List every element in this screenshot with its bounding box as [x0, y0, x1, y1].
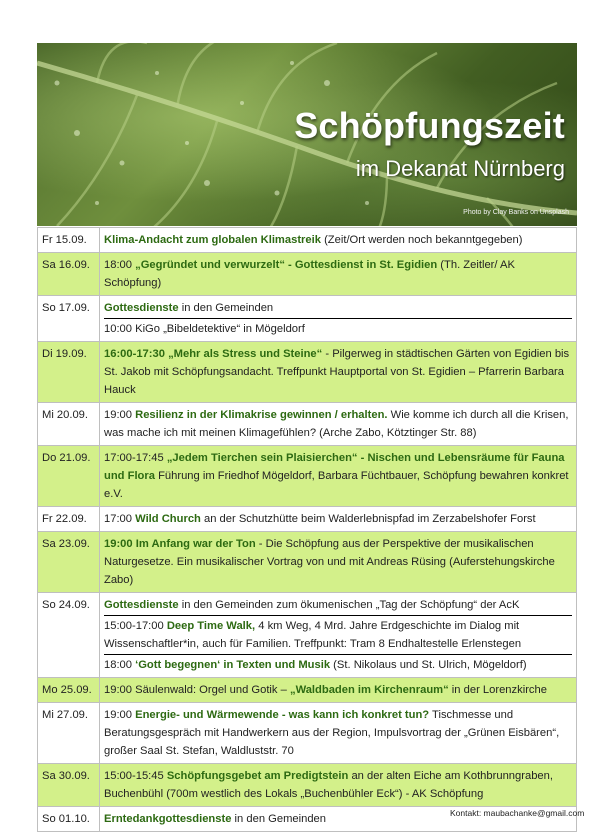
- event-highlight-text: Deep Time Walk,: [166, 620, 256, 632]
- event-date: Di 19.09.: [38, 342, 100, 403]
- event-text: in den Gemeinden zum ökumenischen „Tag der Schöpfung“ der AcK: [178, 599, 520, 611]
- event-text: Führung im Friedhof Mögeldorf, Barbara Füchtbauer, Schöpfung bewahren konkret e.V.: [104, 470, 569, 500]
- event-line: [104, 345, 572, 399]
- event-line: [104, 706, 572, 760]
- event-date: Fr 22.09.: [38, 507, 100, 532]
- event-text: 10:00 KiGo „Bibeldetektive“ in Mögeldorf: [104, 323, 305, 335]
- event-text: (St. Nikolaus und St. Ulrich, Mögeldorf): [330, 659, 527, 671]
- event-line: [104, 654, 572, 674]
- event-text: Wie komme ich durch all die Krisen, was mache ich mit meinen Klimagefühlen? (Arche Zabo, Kötztinger Str. 88): [104, 409, 569, 439]
- page-title: Schöpfungszeit: [294, 105, 565, 146]
- event-description: [100, 507, 577, 532]
- event-row: [38, 507, 577, 532]
- event-text: an der alten Eiche am Kothbrunngraben, Buchenbühl (700m westlich des Lokals „Buchenbühler Eck“) - AK Schöpfung: [104, 770, 553, 800]
- event-text: 18:00: [104, 259, 136, 271]
- event-date: So 01.10.: [38, 807, 100, 832]
- event-row: [38, 342, 577, 403]
- event-line: [104, 299, 572, 317]
- event-highlight-text: Schöpfungsgebet am Predigtstein: [166, 770, 349, 782]
- event-line: [104, 406, 572, 442]
- event-text: (Th. Zeitler/ AK Schöpfung): [104, 259, 515, 289]
- event-text: an der Schutzhütte beim Walderlebnispfad im Zerzabelshofer Forst: [200, 513, 536, 525]
- event-row: [38, 593, 577, 678]
- event-row: [38, 532, 577, 593]
- event-line: [104, 510, 572, 528]
- event-text: - Pilgerweg in städtischen Gärten von Egidien bis St. Jakob mit Schöpfungsandacht. Treffpunkt Hauptportal von St. Egidien – Pfarrerin Barbara Hauck: [104, 348, 570, 396]
- events-table: [37, 227, 577, 832]
- event-line: [104, 681, 572, 699]
- event-highlight-text: „Jedem Tierchen sein Plaisierchen“ - Nischen und Lebensräume für Fauna und Flora: [104, 452, 565, 482]
- event-date: So 24.09.: [38, 593, 100, 678]
- event-row: [38, 296, 577, 342]
- event-text: 19:00: [104, 409, 136, 421]
- event-date: Do 21.09.: [38, 446, 100, 507]
- event-row: [38, 678, 577, 703]
- event-description: [100, 446, 577, 507]
- event-text: in den Gemeinden: [231, 813, 326, 825]
- event-date: Sa 16.09.: [38, 253, 100, 296]
- event-highlight-text: „Waldbaden im Kirchenraum“: [289, 684, 449, 696]
- event-description: [100, 403, 577, 446]
- page-subtitle: im Dekanat Nürnberg: [355, 156, 565, 181]
- event-text: 19:00 Säulenwald: Orgel und Gotik –: [104, 684, 290, 696]
- event-line: [104, 767, 572, 803]
- event-highlight-text: 19:00 Im Anfang war der Ton: [104, 538, 256, 550]
- event-row: [38, 764, 577, 807]
- event-date: So 17.09.: [38, 296, 100, 342]
- event-date: Sa 30.09.: [38, 764, 100, 807]
- event-description: [100, 764, 577, 807]
- event-line: [104, 596, 572, 614]
- event-date: Mi 27.09.: [38, 703, 100, 764]
- event-highlight-text: Energie- und Wärmewende - was kann ich konkret tun?: [135, 709, 430, 721]
- contact-info: Kontakt: maubachanke@gmail.com: [450, 808, 585, 818]
- event-highlight-text: Gottesdienste: [104, 599, 179, 611]
- event-line: [104, 449, 572, 503]
- event-line: [104, 231, 572, 249]
- event-text: 15:00-15:45: [104, 770, 167, 782]
- event-line: [104, 535, 572, 589]
- event-description: [100, 532, 577, 593]
- event-description: [100, 593, 577, 678]
- event-highlight-text: Resilienz in der Klimakrise gewinnen / erhalten.: [135, 409, 388, 421]
- event-date: Sa 23.09.: [38, 532, 100, 593]
- event-row: [38, 403, 577, 446]
- event-text: - Die Schöpfung aus der Perspektive der musikalischen Naturgesetze. Ein musikalischer Vortrag von und mit Andreas Rüsing (Auferstehungskirche Zabo): [104, 538, 555, 586]
- photo-credit: Photo by Clay Banks on Unsplash: [463, 209, 569, 216]
- event-highlight-text: „Mehr als Stress und Steine“: [168, 348, 323, 360]
- event-text: Tischmesse und Beratungsgespräch mit Handwerkern aus der Region, Impulsvortrag der „Grünen Eisbären“, großer Saal St. Stefan, Waldluststr. 70: [104, 709, 560, 757]
- event-row: [38, 228, 577, 253]
- event-date: Fr 15.09.: [38, 228, 100, 253]
- event-description: [100, 228, 577, 253]
- event-highlight-text: „Gegründet und verwurzelt“ - Gottesdienst in St. Egidien: [135, 259, 438, 271]
- event-highlight-text: ‘Gott begegnen‘ in Texten und Musik: [135, 659, 331, 671]
- event-text: 17:00: [104, 513, 136, 525]
- event-text: in der Lorenzkirche: [448, 684, 547, 696]
- event-text: 17:00-17:45: [104, 452, 167, 464]
- event-highlight-text: Wild Church: [135, 513, 201, 525]
- event-line: [104, 256, 572, 292]
- event-highlight-text: Erntedankgottesdienste: [104, 813, 232, 825]
- event-highlight-text: 16:00-17:30: [104, 348, 169, 360]
- event-description: [100, 253, 577, 296]
- header-banner: [37, 43, 577, 226]
- event-row: [38, 253, 577, 296]
- event-text: 4 km Weg, 4 Mrd. Jahre Erdgeschichte im Dialog mit Wissenschaftler*in, auch für Familien. Treffpunkt: Tram 8 Endhaltestelle Erlenstegen: [104, 620, 522, 650]
- event-description: [100, 342, 577, 403]
- event-date: Mi 20.09.: [38, 403, 100, 446]
- event-text: 18:00: [104, 659, 136, 671]
- event-row: [38, 446, 577, 507]
- event-description: [100, 678, 577, 703]
- event-highlight-text: Gottesdienste: [104, 302, 179, 314]
- event-text: 19:00: [104, 709, 136, 721]
- event-text: in den Gemeinden: [178, 302, 274, 314]
- event-description: [100, 703, 577, 764]
- event-line: [104, 615, 572, 653]
- event-text: (Zeit/Ort werden noch bekanntgegeben): [320, 234, 523, 246]
- event-highlight-text: Klima-Andacht zum globalen Klimastreik: [104, 234, 321, 246]
- event-description: [100, 296, 577, 342]
- event-line: [104, 318, 572, 338]
- event-row: [38, 703, 577, 764]
- event-date: Mo 25.09.: [38, 678, 100, 703]
- event-text: 15:00-17:00: [104, 620, 167, 632]
